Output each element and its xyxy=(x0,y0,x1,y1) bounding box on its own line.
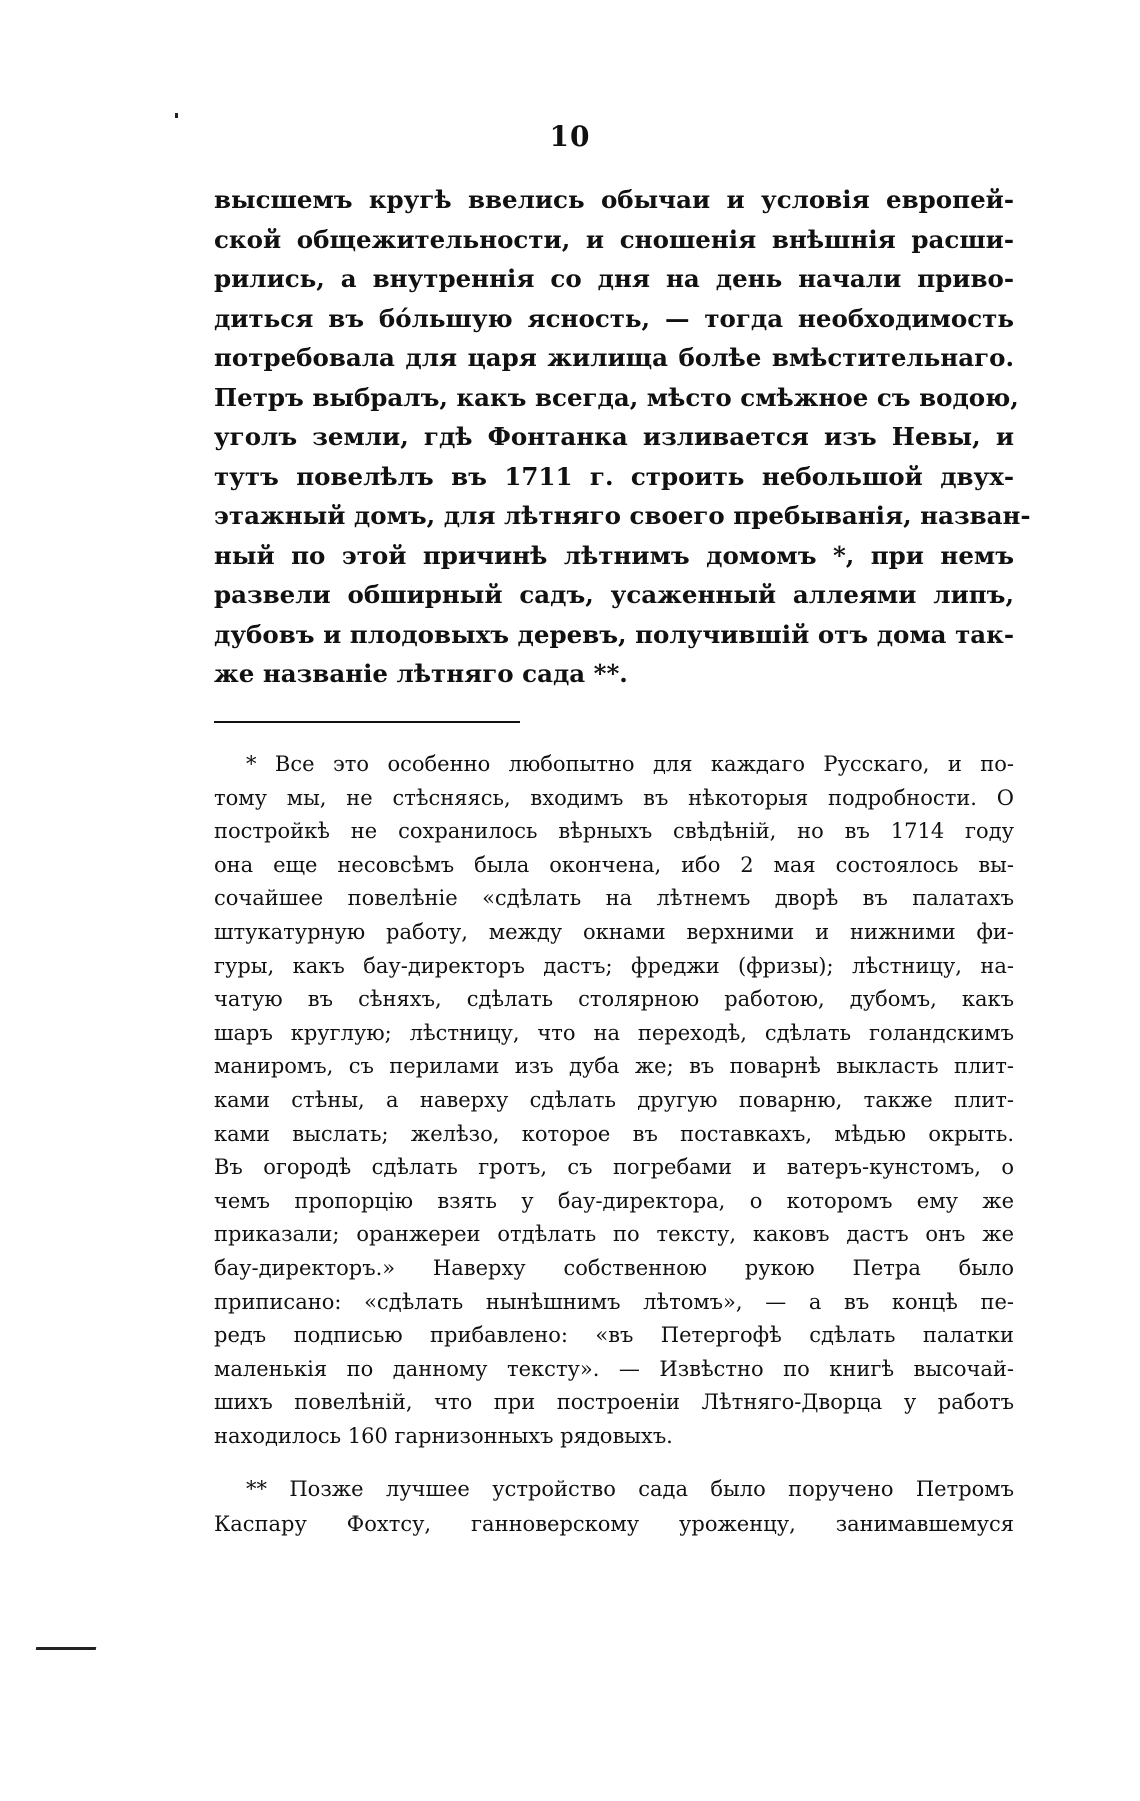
footnote-line: тому мы, не стѣсняясь, входимъ въ нѣкоторыя подробности. О xyxy=(214,785,1014,810)
footnote-line: ками выслать; желѣзо, которое въ поставкахъ, мѣдью окрыть. xyxy=(214,1121,1014,1146)
main-text xyxy=(214,180,1031,694)
footnote-line: ками стѣны, а наверху сдѣлать другую поварню, также плит- xyxy=(214,1087,1014,1112)
footnote-line: маленькія по данному тексту». — Извѣстно по книгѣ высочай- xyxy=(214,1356,1014,1381)
main-text-line: развели обширный садъ, усаженный аллеями липъ, xyxy=(214,580,1014,609)
footnote-line: постройкѣ не сохранилось вѣрныхъ свѣдѣній, но въ 1714 году xyxy=(214,819,1014,844)
footnote-line: гуры, какъ бау-директоръ дастъ; фреджи (фризы); лѣстницу, на- xyxy=(214,953,1014,978)
footnote-2 xyxy=(214,1472,1014,1542)
footnote-line: она еще несовсѣмъ была окончена, ибо 2 мая состоялось вы- xyxy=(214,852,1014,877)
footnote-line: шаръ круглую; лѣстницу, что на переходѣ, сдѣлать голандскимъ xyxy=(214,1020,1014,1045)
footnote-line: ** Позже лучшее устройство сада было поручено Петромъ xyxy=(246,1477,1014,1501)
footnote-line: Въ огородѣ сдѣлать гротъ, съ погребами и ватеръ-кунстомъ, о xyxy=(214,1155,1014,1180)
main-text-line: диться въ бо́льшую ясность, — тогда необходимость xyxy=(214,303,1014,333)
main-text-line: уголъ земли, гдѣ Фонтанка изливается изъ Невы, и xyxy=(214,422,1014,451)
main-text-line: дубовъ и плодовыхъ деревъ, получившій отъ дома так- xyxy=(214,619,1014,649)
footnote-line: шихъ повелѣній, что при построеніи Лѣтняго-Дворца у работъ xyxy=(214,1390,1014,1415)
main-text-line: этажный домъ, для лѣтняго своего пребыванія, назван- xyxy=(214,501,1031,530)
footnote-line: чемъ пропорцію взять у бау-директора, о которомъ ему же xyxy=(214,1188,1014,1213)
footnote-line: чатую въ сѣняхъ, сдѣлать столярною работою, дубомъ, какъ xyxy=(214,987,1014,1012)
main-text-line: потребовала для царя жилища болѣе вмѣстительнаго. xyxy=(214,343,1014,372)
main-text-line: же названіе лѣтняго сада **. xyxy=(214,659,628,688)
footnote-line: маниромъ, съ перилами изъ дуба же; въ поварнѣ выкласть плит- xyxy=(214,1054,1014,1079)
footnote-line: Каспару Фохтсу, ганноверскому уроженцу, занимавшемуся xyxy=(214,1512,1014,1536)
main-text-line: высшемъ кругѣ ввелись обычаи и условія европей- xyxy=(214,185,1014,214)
main-text-line: ный по этой причинѣ лѣтнимъ домомъ *, при немъ xyxy=(214,540,1014,570)
main-text-line: ской общежительности, и сношенія внѣшнія расши- xyxy=(214,224,1014,254)
page-number: 10 xyxy=(549,120,591,153)
main-text-line: рились, а внутреннія со дня на день начали приво- xyxy=(214,264,1014,293)
footnote-line: приписано: «сдѣлать нынѣшнимъ лѣтомъ», — а въ концѣ пе- xyxy=(214,1289,1014,1314)
footnote-line: редъ подписью прибавлено: «въ Петергофѣ сдѣлать палатки xyxy=(214,1323,1014,1348)
footnote-line: приказали; оранжереи отдѣлать по тексту, каковъ дастъ онъ же xyxy=(214,1222,1014,1247)
margin-speck xyxy=(175,113,178,118)
footnote-1 xyxy=(214,748,1014,1453)
footnote-line: бау-директоръ.» Наверху собственною рукою Петра было xyxy=(214,1255,1014,1280)
footnote-separator xyxy=(214,721,520,723)
main-text-line: Петръ выбралъ, какъ всегда, мѣсто смѣжное съ водою, xyxy=(214,382,1019,412)
margin-mark xyxy=(36,1647,97,1650)
main-text-line: тутъ повелѣлъ въ 1711 г. строить небольшой двух- xyxy=(214,461,1014,491)
footnote-line: находилось 160 гарнизонныхъ рядовыхъ. xyxy=(214,1423,673,1448)
footnote-line: сочайшее повелѣніе «сдѣлать на лѣтнемъ дворѣ въ палатахъ xyxy=(214,886,1014,911)
footnote-line: * Все это особенно любопытно для каждаго Русскаго, и по- xyxy=(246,752,1014,776)
footnote-line: штукатурную работу, между окнами верхними и нижними фи- xyxy=(214,919,1014,944)
